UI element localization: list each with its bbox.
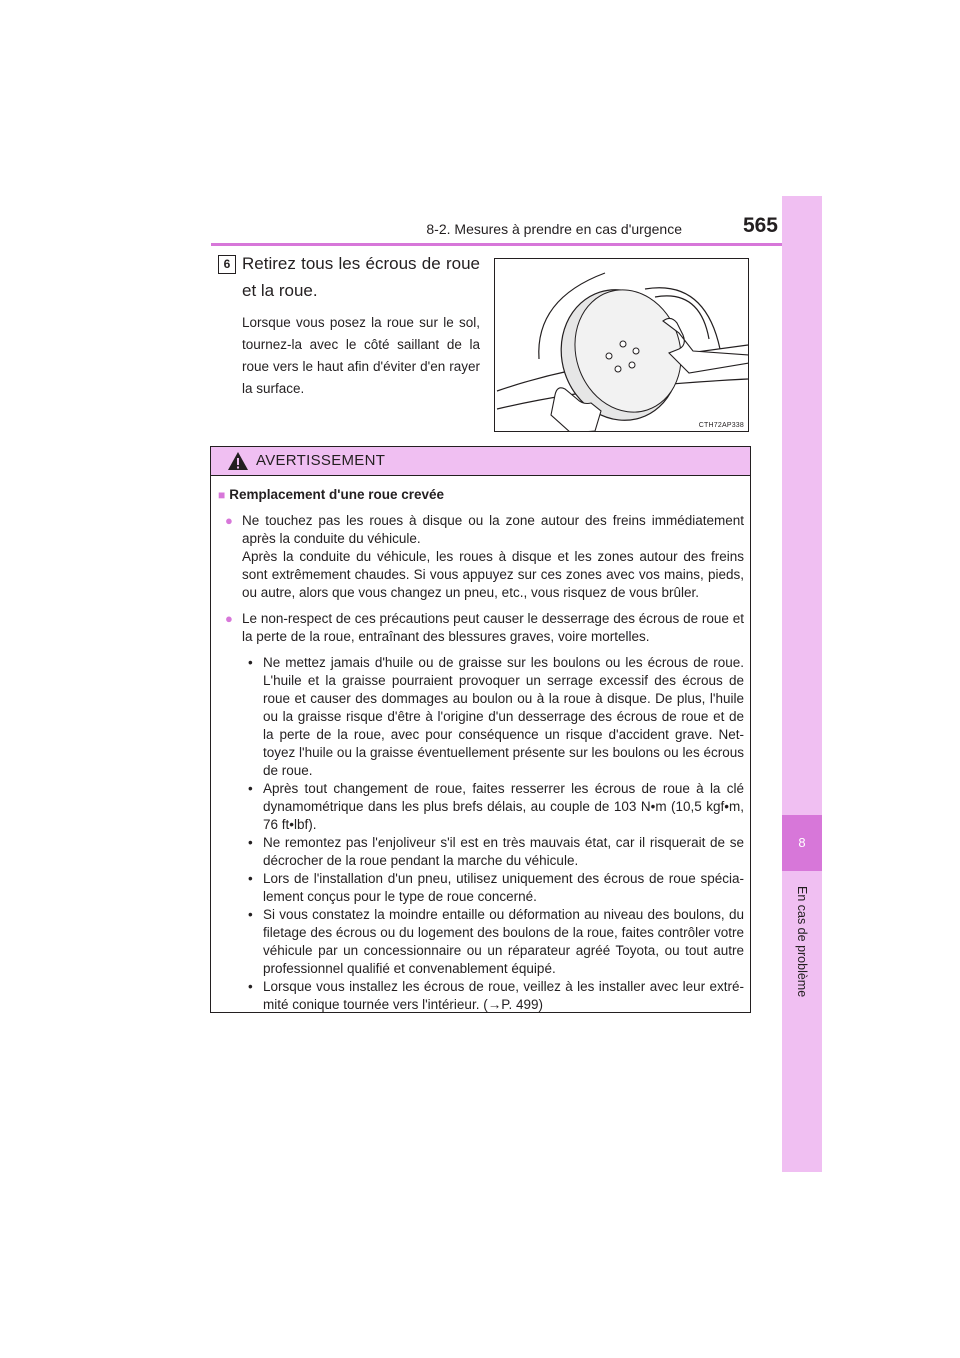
warning-header (211, 447, 750, 476)
warning-heading (218, 486, 744, 504)
circle-bullet-icon: ● (225, 611, 233, 626)
page-number: 565 (742, 214, 778, 237)
warning-title: AVERTISSEMENT (256, 452, 386, 469)
warning-sub-item (242, 906, 744, 978)
warning-bullet-1-line-1: Ne touchez pas les roues à disque ou la zone autour des freins immédiatement après la conduite du véhicule. (242, 513, 744, 546)
wheel-hands-drawing (495, 259, 749, 432)
chapter-side-tab (782, 196, 822, 1172)
warning-sub-item-text: Lors de l'installation d'un pneu, utilisez uniquement des écrous de roue spécia-lement conçus pour le type de roue concerné. (263, 871, 744, 904)
warning-bullet-1 (218, 512, 744, 602)
warning-heading-text: Remplacement d'une roue crevée (229, 487, 445, 502)
chapter-number: 8 (782, 815, 822, 871)
warning-sub-item (242, 780, 744, 834)
chapter-label: En cas de problème (795, 886, 809, 998)
warning-sub-item-text: Ne remontez pas l'enjoliveur s'il est en très mauvais état, car il risquerait de se décrocher de la roue pendant la marche du véhicule. (263, 835, 744, 868)
warning-box (210, 446, 751, 1013)
warning-sub-item-text: Ne mettez jamais d'huile ou de graisse sur les boulons ou les écrous de roue. L'huile et la graisse pourraient provoquer un serrage excessif des écrous de roue et causer des dommages au boulon ou à la roue à disque. De plus, l'huile ou la graisse risque d'être à l'origine d'un desserrage des écrous de roue et de la perte de la roue, avec pour conséquence un risque d'accident grave. Net-toyez l'huile ou la graisse éventuellement présente sur les boulons ou les écrous de roue. (263, 655, 744, 778)
circle-bullet-icon: ● (225, 513, 233, 528)
figure-code: CTH72AP338 (698, 422, 744, 429)
warning-sub-item (242, 978, 744, 1014)
warning-bullet-2-text: Le non-respect de ces précautions peut causer le desserrage des écrous de roue et la perte de la roue, entraînant des blessures graves, voire mortelles. (242, 611, 744, 644)
warning-triangle-icon (227, 451, 249, 471)
step-description: Lorsque vous posez la roue sur le sol, tournez-la avec le côté saillant de la roue vers le haut afin d'éviter d'en rayer la surface. (242, 315, 480, 396)
dot-bullet-icon: • (248, 907, 253, 922)
warning-sub-list (218, 654, 744, 1014)
dot-bullet-icon: • (248, 835, 253, 850)
dot-bullet-icon: • (248, 979, 253, 994)
dot-bullet-icon: • (248, 655, 253, 670)
warning-sub-item (242, 834, 744, 870)
wheel-removal-illustration (494, 258, 749, 432)
warning-sub-item-text: Après tout changement de roue, faites resserrer les écrous de roue à la clé dynamométrique dans les plus brefs délais, au couple de 103 N•m (10,5 kgf•m, 76 ft•lbf). (263, 781, 744, 832)
warning-sub-item (242, 870, 744, 906)
warning-content (218, 486, 744, 1014)
warning-sub-item (242, 654, 744, 780)
warning-sub-item-text: Lorsque vous installez les écrous de roue, veillez à les installer avec leur extré-mité conique tournée vers l'intérieur. (→P. 499) (263, 979, 744, 1012)
dot-bullet-icon: • (248, 871, 253, 886)
warning-sub-item-text: Si vous constatez la moindre entaille ou déformation au niveau des boulons, du filetage des écrous ou du logement des boulons de la roue, faites contrôler votre véhicule par un concessionnaire ou un réparateur agréé Toyota, ou tout autre professionnel qualifié et convenablement équipé. (263, 907, 744, 976)
dot-bullet-icon: • (248, 781, 253, 796)
step-number-badge: 6 (218, 255, 236, 274)
header-divider (211, 243, 822, 246)
step-title: Retirez tous les écrous de roue et la roue. (242, 254, 480, 300)
square-bullet-icon: ■ (218, 488, 226, 502)
warning-bullet-1-line-2: Après la conduite du véhicule, les roues à disque et les zones autour des freins sont extrêmement chaudes. Si vous appuyez sur ces zones avec vos mains, pieds, ou autre, alors que vous changez un pneu, etc., vous risquez de vous brûler. (242, 549, 744, 600)
warning-bullet-2 (218, 610, 744, 646)
header-section-title: 8-2. Mesures à prendre en cas d'urgence (426, 221, 682, 237)
